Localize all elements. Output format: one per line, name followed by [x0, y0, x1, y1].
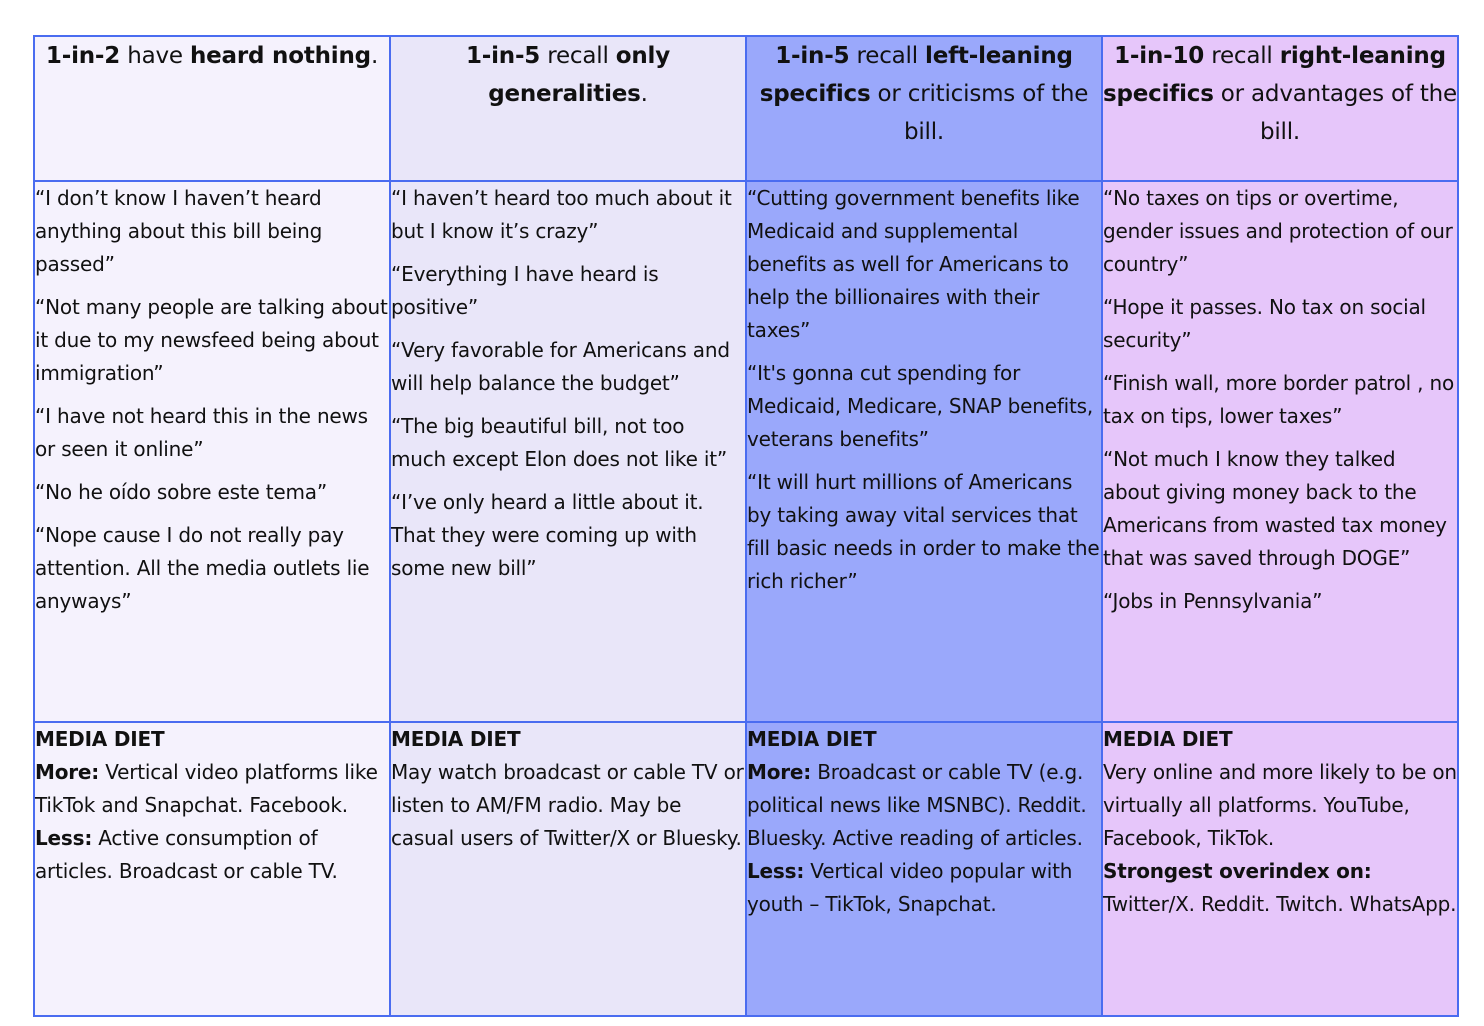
header-post: .	[370, 43, 379, 69]
quote: “Cutting government benefits like Medicaid and supplemental benefits as well for Americans to help the billionaires with their taxes”	[747, 186, 1080, 342]
header-text	[747, 37, 1101, 151]
less-text: Active consumption of articles. Broadcast or cable TV.	[35, 826, 338, 883]
quotes-cell-heard-nothing	[34, 181, 390, 722]
less-label: Less:	[35, 826, 93, 850]
header-post: or criticisms of the bill.	[870, 81, 1089, 145]
media-diet-title: MEDIA DIET	[1103, 727, 1233, 751]
quote: “It's gonna cut spending for Medicaid, Medicare, SNAP benefits, veterans benefits”	[747, 361, 1094, 451]
quote: “No he oído sobre este tema”	[35, 480, 328, 504]
quote: “Hope it passes. No tax on social security”	[1103, 295, 1426, 352]
quote: “Finish wall, more border patrol , no tax on tips, lower taxes”	[1103, 371, 1454, 428]
media-diet-cell-right-leaning	[1102, 722, 1458, 1016]
header-lead: 1-in-5	[465, 43, 541, 69]
media-diet-block	[747, 723, 1101, 921]
less-label: Less:	[747, 859, 805, 883]
strongest-text: Twitter/X. Reddit. Twitch. WhatsApp.	[1103, 892, 1457, 916]
media-diet-title: MEDIA DIET	[747, 727, 877, 751]
quotes-cell-only-generalities	[390, 181, 746, 722]
header-bold: right-leaning specifics	[1103, 43, 1446, 107]
media-diet-cell-heard-nothing	[34, 722, 390, 1016]
media-diet-block	[35, 723, 389, 888]
header-text	[1103, 37, 1457, 151]
media-diet-cell-left-leaning	[746, 722, 1102, 1016]
media-diet-strongest	[1103, 855, 1457, 921]
header-lead: 1-in-5	[775, 43, 850, 69]
header-post: or advantages of the bill.	[1213, 81, 1457, 145]
header-bold: left-leaning specifics	[759, 43, 1073, 107]
more-text: Broadcast or cable TV (e.g. political news like MSNBC). Reddit. Bluesky. Active reading of articles.	[747, 760, 1087, 850]
media-diet-title: MEDIA DIET	[35, 727, 165, 751]
quotes-cell-right-leaning	[1102, 181, 1458, 722]
strongest-label: Strongest overindex on:	[1103, 859, 1372, 883]
quote: “No taxes on tips or overtime, gender issues and protection of our country”	[1103, 186, 1453, 276]
media-diet-block	[391, 723, 745, 855]
media-diet-text: May watch broadcast or cable TV or listen to AM/FM radio. May be casual users of Twitter/X or Bluesky.	[391, 760, 744, 850]
more-label: More:	[747, 760, 812, 784]
media-diet-more	[35, 756, 389, 822]
quote: “Not many people are talking about it due to my newsfeed being about immigration”	[35, 295, 388, 385]
media-diet-less	[747, 855, 1101, 921]
header-post: .	[640, 81, 648, 107]
header-lead: 1-in-2	[45, 43, 121, 69]
quote: “Not much I know they talked about giving money back to the Americans from wasted tax money that was saved through DOGE”	[1103, 447, 1447, 570]
less-text: Vertical video popular with youth – TikTok, Snapchat.	[747, 859, 1073, 916]
quote: “Very favorable for Americans and will help balance the budget”	[391, 338, 730, 395]
quote: “I have not heard this in the news or seen it online”	[35, 404, 368, 461]
header-pre: recall	[849, 43, 926, 69]
header-bold: only generalities	[488, 43, 671, 107]
media-diet-more	[747, 756, 1101, 855]
media-diet-block	[1103, 723, 1457, 921]
header-pre: recall	[1204, 43, 1280, 69]
header-text	[391, 37, 745, 113]
header-cell-right-leaning	[1102, 36, 1458, 181]
quote: “I haven’t heard too much about it but I know it’s crazy”	[391, 186, 732, 243]
quote: “Everything I have heard is positive”	[391, 262, 659, 319]
media-diet-title: MEDIA DIET	[391, 727, 521, 751]
header-pre: recall	[540, 43, 616, 69]
header-text	[35, 37, 389, 75]
header-cell-left-leaning	[746, 36, 1102, 181]
more-text: Vertical video platforms like TikTok and Snapchat. Facebook.	[35, 760, 378, 817]
header-lead: 1-in-10	[1114, 43, 1205, 69]
media-diet-row	[34, 722, 1458, 1016]
quote: “I don’t know I haven’t heard anything about this bill being passed”	[35, 186, 323, 276]
quote: “I’ve only heard a little about it. That they were coming up with some new bill”	[391, 490, 704, 580]
more-label: More:	[35, 760, 100, 784]
media-diet-text: Very online and more likely to be on virtually all platforms. YouTube, Facebook, TikTok.	[1103, 760, 1457, 850]
header-cell-heard-nothing	[34, 36, 390, 181]
header-cell-only-generalities	[390, 36, 746, 181]
header-row	[34, 36, 1458, 181]
quote: “It will hurt millions of Americans by taking away vital services that fill basic needs in order to make the rich richer”	[747, 470, 1100, 593]
quote: “The big beautiful bill, not too much except Elon does not like it”	[391, 414, 728, 471]
comparison-table	[33, 35, 1459, 1017]
media-diet-less	[35, 822, 389, 888]
header-pre: have	[120, 43, 190, 69]
header-bold: heard nothing	[189, 43, 371, 69]
quote: “Jobs in Pennsylvania”	[1103, 589, 1323, 613]
quotes-row	[34, 181, 1458, 722]
quote: “Nope cause I do not really pay attention. All the media outlets lie anyways”	[35, 523, 370, 613]
quotes-cell-left-leaning	[746, 181, 1102, 722]
media-diet-cell-only-generalities	[390, 722, 746, 1016]
